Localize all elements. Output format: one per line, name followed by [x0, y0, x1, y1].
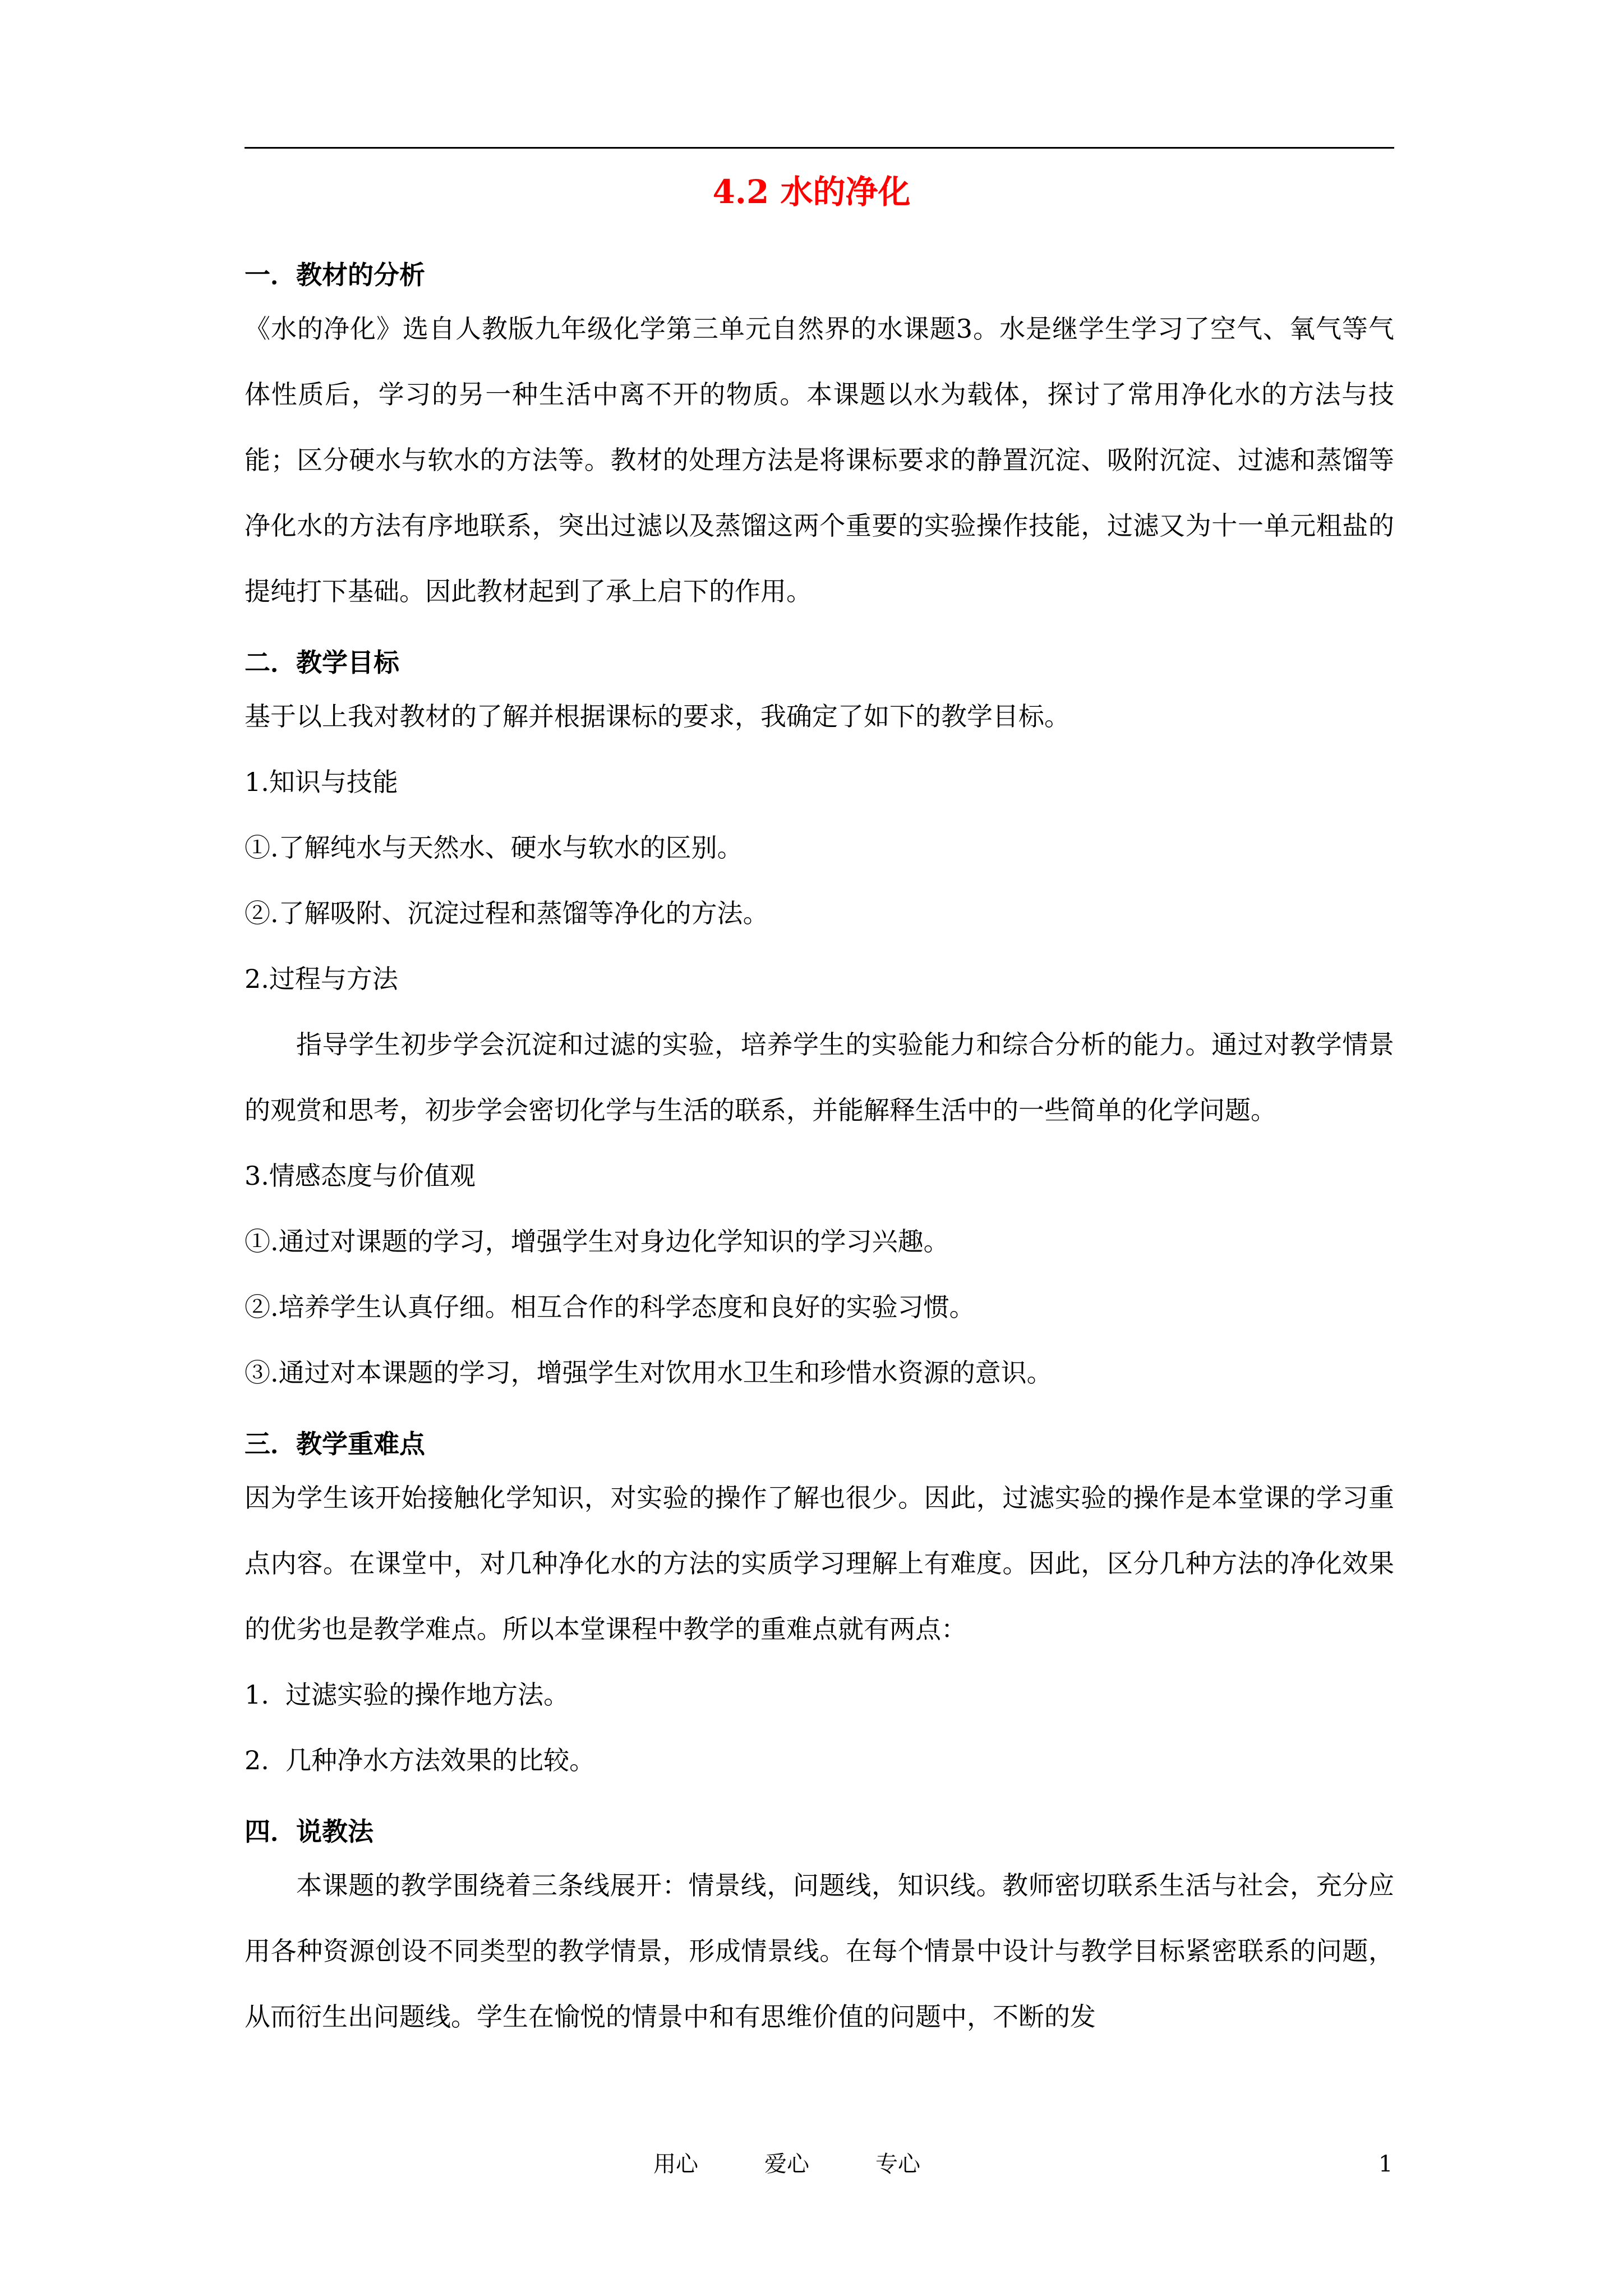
document-body: [245, 254, 1394, 2050]
key-points-paragraph: 因为学生该开始接触化学知识，对实验的操作了解也很少。因此，过滤实验的操作是本堂课的学习重点内容。在课堂中，对几种净化水的方法的实质学习理解上有难度。因此，区分几种方法的净化效果的优劣也是教学难点。所以本堂课程中教学的重难点就有两点：: [245, 1483, 1394, 1644]
objectives-attitude-item: ③.通过对本课题的学习，增强学生对饮用水卫生和珍惜水资源的意识。: [245, 1358, 1053, 1388]
objectives-attitude-item: ②.培养学生认真仔细。相互合作的科学态度和良好的实验习惯。: [245, 1292, 975, 1322]
objectives-sub-attitude: 3.情感态度与价值观: [245, 1161, 476, 1191]
header-rule: [245, 147, 1394, 149]
objectives-process-paragraph: 指导学生初步学会沉淀和过滤的实验，培养学生的实验能力和综合分析的能力。通过对教学情景的观赏和思考，初步学会密切化学与生活的联系，并能解释生活中的一些简单的化学问题。: [245, 1029, 1394, 1125]
objectives-intro: 基于以上我对教材的了解并根据课标的要求，我确定了如下的教学目标。: [245, 701, 1070, 731]
objectives-sub-process: 2.过程与方法: [245, 964, 398, 994]
key-points-item: 1. 过滤实验的操作地方法。: [245, 1680, 570, 1710]
footer-motto-word: 用心: [653, 2151, 698, 2177]
objectives-knowledge-item: ②.了解吸附、沉淀过程和蒸馏等净化的方法。: [245, 898, 769, 928]
page-number: 1: [1378, 2151, 1393, 2177]
footer-motto-word: 专心: [875, 2151, 920, 2177]
objectives-knowledge-item: ①.了解纯水与天然水、硬水与软水的区别。: [245, 832, 743, 863]
key-points-item: 2. 几种净水方法效果的比较。: [245, 1745, 596, 1775]
section-heading-objectives: 二．教学目标: [245, 647, 399, 678]
materials-paragraph: 《水的净化》选自人教版九年级化学第三单元自然界的水课题3。水是继学生学习了空气、氧气等气体性质后，学习的另一种生活中离不开的物质。本课题以水为载体，探讨了常用净化水的方法与技能；区分硬水与软水的方法等。教材的处理方法是将课标要求的静置沉淀、吸附沉淀、过滤和蒸馏等净化水的方法有序地联系，突出过滤以及蒸馏这两个重要的实验操作技能，过滤又为十一单元粗盐的提纯打下基础。因此教材起到了承上启下的作用。: [245, 314, 1394, 606]
page-title: 4.2 水的净化: [712, 173, 911, 211]
footer-motto: [653, 2148, 986, 2180]
teaching-method-paragraph: 本课题的教学围绕着三条线展开：情景线，问题线，知识线。教师密切联系生活与社会，充分应用各种资源创设不同类型的教学情景，形成情景线。在每个情景中设计与教学目标紧密联系的问题，从而衍生出问题线。学生在愉悦的情景中和有思维价值的问题中，不断的发: [245, 1870, 1394, 2032]
objectives-attitude-item: ①.通过对课题的学习，增强学生对身边化学知识的学习兴趣。: [245, 1226, 949, 1257]
objectives-sub-knowledge: 1.知识与技能: [245, 767, 398, 797]
section-heading-teaching-method: 四．说教法: [245, 1816, 374, 1847]
footer-motto-word: 爱心: [764, 2151, 809, 2177]
section-heading-materials: 一．教材的分析: [245, 260, 425, 290]
section-heading-key-points: 三．教学重难点: [245, 1429, 425, 1459]
